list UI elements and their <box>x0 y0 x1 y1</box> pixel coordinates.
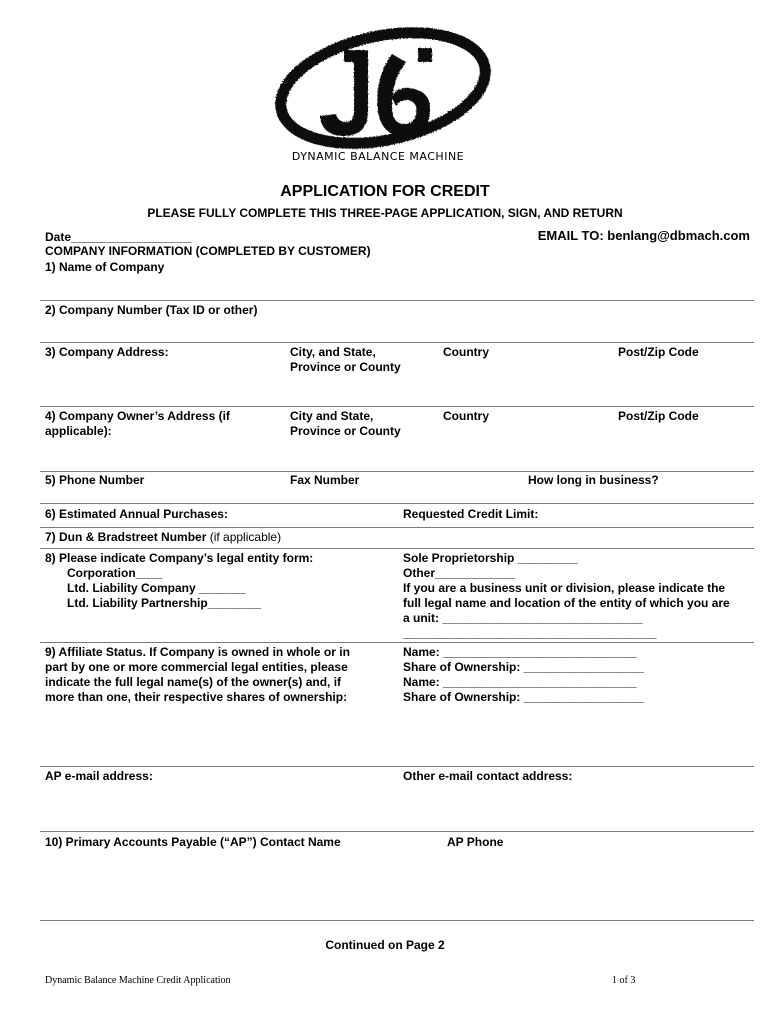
how-long-label: How long in business? <box>528 473 659 487</box>
credit-limit-label: Requested Credit Limit: <box>403 507 539 521</box>
company-zip-label: Post/Zip Code <box>618 345 699 359</box>
date-label: Date <box>45 230 72 244</box>
dun-bradstreet-label: 7) Dun & Bradstreet Number <box>45 530 207 544</box>
company-address-label: 3) Company Address: <box>45 345 169 359</box>
dun-line[interactable] <box>40 548 754 549</box>
affiliate-share-1[interactable]: Share of Ownership: __________________ <box>403 660 644 674</box>
business-unit-note[interactable]: If you are a business unit or division, please indicate the full legal name and location of the entity of which you are a unit: ______________________________ <box>403 581 730 625</box>
company-city-label: City, and State, Province or County <box>290 345 401 374</box>
company-number-line[interactable] <box>40 342 754 343</box>
dbm-logo-icon <box>268 18 498 164</box>
company-address-line[interactable] <box>40 406 754 407</box>
name-of-company-label: 1) Name of Company <box>45 260 165 274</box>
affiliate-share-2[interactable]: Share of Ownership: __________________ <box>403 690 644 704</box>
other-email-label: Other e-mail contact address: <box>403 769 573 783</box>
purchases-line[interactable] <box>40 527 754 528</box>
company-number-label: 2) Company Number (Tax ID or other) <box>45 303 258 317</box>
affiliate-name-2[interactable]: Name: _____________________________ <box>403 675 637 689</box>
dun-bradstreet-field <box>45 530 281 545</box>
sole-proprietorship-option[interactable]: Sole Proprietorship _________ <box>403 551 578 565</box>
section-heading: COMPANY INFORMATION (COMPLETED BY CUSTOMER) <box>45 244 371 258</box>
phone-label: 5) Phone Number <box>45 473 145 487</box>
affiliate-name-1[interactable]: Name: _____________________________ <box>403 645 637 659</box>
ap-email-line[interactable] <box>40 831 754 832</box>
footer-page-number: 1 of 3 <box>612 975 636 986</box>
affiliate-line <box>40 766 754 767</box>
phone-line[interactable] <box>40 503 754 504</box>
page-subtitle: PLEASE FULLY COMPLETE THIS THREE-PAGE APPLICATION, SIGN, AND RETURN <box>147 206 623 220</box>
ap-contact-line[interactable] <box>40 920 754 921</box>
date-blank[interactable]: __________________ <box>71 230 192 244</box>
logo-wordmark: DYNAMIC BALANCE MACHINE <box>291 150 465 163</box>
llp-option[interactable]: Ltd. Liability Partnership________ <box>67 596 262 610</box>
owner-address-label: 4) Company Owner’s Address (if applicable): <box>45 409 230 438</box>
date-field[interactable] <box>45 230 191 245</box>
corporation-option[interactable]: Corporation____ <box>67 566 163 580</box>
ap-email-label: AP e-mail address: <box>45 769 153 783</box>
owner-address-line[interactable] <box>40 471 754 472</box>
continued-note: Continued on Page 2 <box>325 938 445 952</box>
annual-purchases-label: 6) Estimated Annual Purchases: <box>45 507 228 521</box>
business-unit-line[interactable]: ______________________________________ <box>403 626 657 640</box>
affiliate-status-label: 9) Affiliate Status. If Company is owned in whole or in part by one or more commercial legal entities, please indicate the full legal name(s) of the owner(s) and, if more than one, their respective shares of ownership: <box>45 645 350 704</box>
owner-country-label: Country <box>443 409 489 423</box>
entity-line <box>40 642 754 643</box>
company-country-label: Country <box>443 345 489 359</box>
fax-label: Fax Number <box>290 473 360 487</box>
llc-option[interactable]: Ltd. Liability Company _______ <box>67 581 246 595</box>
dun-bradstreet-note: (if applicable) <box>206 530 282 544</box>
ap-contact-label: 10) Primary Accounts Payable (“AP”) Contact Name <box>45 835 341 849</box>
ap-phone-label: AP Phone <box>447 835 504 849</box>
owner-city-label: City and State, Province or County <box>290 409 401 438</box>
name-of-company-line[interactable] <box>40 300 754 301</box>
owner-zip-label: Post/Zip Code <box>618 409 699 423</box>
other-option[interactable]: Other____________ <box>403 566 516 580</box>
entity-form-label: 8) Please indicate Company’s legal entity form: <box>45 551 314 565</box>
footer-doc-name: Dynamic Balance Machine Credit Application <box>45 975 231 986</box>
page-title: APPLICATION FOR CREDIT <box>280 183 490 200</box>
email-to: EMAIL TO: benlang@dbmach.com <box>537 228 750 243</box>
